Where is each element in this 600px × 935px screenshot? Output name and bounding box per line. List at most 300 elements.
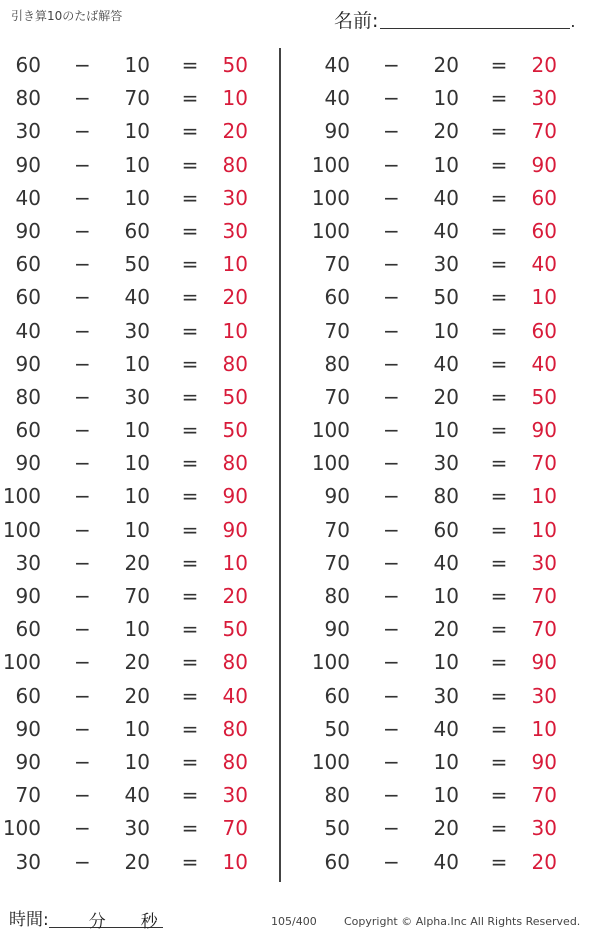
minus-sign: − bbox=[74, 152, 91, 177]
equals-sign: = bbox=[490, 218, 508, 243]
answer: 90 bbox=[222, 517, 248, 542]
equals-sign: = bbox=[181, 285, 199, 310]
answer: 30 bbox=[531, 683, 557, 708]
problem-row bbox=[309, 49, 569, 82]
minuend: 30 bbox=[15, 849, 41, 874]
equals-sign: = bbox=[490, 185, 508, 210]
equals-sign: = bbox=[490, 650, 508, 675]
subtrahend: 10 bbox=[433, 584, 459, 608]
subtrahend: 10 bbox=[433, 318, 459, 343]
problem-row bbox=[309, 713, 569, 746]
equals-sign: = bbox=[181, 451, 199, 476]
answer: 80 bbox=[222, 650, 248, 675]
subtrahend: 10 bbox=[124, 351, 150, 376]
problem-row bbox=[309, 447, 569, 480]
subtrahend: 30 bbox=[433, 683, 459, 708]
problem-row bbox=[309, 414, 569, 447]
problem-row bbox=[0, 414, 260, 447]
minus-sign: − bbox=[74, 749, 91, 774]
answer: 70 bbox=[531, 783, 557, 808]
subtrahend: 30 bbox=[124, 318, 150, 343]
minuend: 40 bbox=[324, 53, 350, 77]
subtrahend: 40 bbox=[433, 849, 459, 874]
equals-sign: = bbox=[181, 849, 199, 874]
subtrahend: 20 bbox=[433, 816, 459, 841]
minuend: 90 bbox=[15, 584, 41, 608]
answer: 10 bbox=[222, 849, 248, 874]
minuend: 100 bbox=[2, 484, 41, 509]
problem-row bbox=[0, 480, 260, 513]
minuend: 60 bbox=[15, 53, 41, 77]
answer: 70 bbox=[531, 451, 557, 476]
minus-sign: − bbox=[383, 683, 400, 708]
problem-row bbox=[309, 514, 569, 547]
name-field[interactable] bbox=[334, 6, 576, 33]
problem-row bbox=[0, 149, 260, 182]
minus-sign: − bbox=[74, 285, 91, 310]
minus-sign: − bbox=[383, 849, 400, 874]
subtrahend: 20 bbox=[433, 384, 459, 409]
subtrahend: 10 bbox=[124, 185, 150, 210]
equals-sign: = bbox=[490, 451, 508, 476]
minuend: 90 bbox=[15, 716, 41, 741]
problem-row bbox=[0, 779, 260, 812]
subtrahend: 40 bbox=[433, 716, 459, 741]
answer: 10 bbox=[531, 285, 557, 310]
answer: 70 bbox=[531, 119, 557, 144]
minuend: 60 bbox=[324, 683, 350, 708]
answer: 10 bbox=[531, 716, 557, 741]
minutes-label: 分 bbox=[88, 912, 106, 932]
problem-row bbox=[0, 281, 260, 314]
equals-sign: = bbox=[181, 384, 199, 409]
time-label: 時間: bbox=[9, 910, 49, 930]
minus-sign: − bbox=[383, 53, 400, 77]
equals-sign: = bbox=[181, 683, 199, 708]
minuend: 100 bbox=[311, 218, 350, 243]
equals-sign: = bbox=[490, 384, 508, 409]
answer: 90 bbox=[531, 650, 557, 675]
minus-sign: − bbox=[383, 650, 400, 675]
equals-sign: = bbox=[490, 749, 508, 774]
minuend: 70 bbox=[324, 384, 350, 409]
subtrahend: 10 bbox=[433, 86, 459, 111]
answer: 70 bbox=[531, 617, 557, 642]
name-label: 名前: bbox=[334, 10, 379, 32]
equals-sign: = bbox=[181, 617, 199, 642]
minus-sign: − bbox=[383, 285, 400, 310]
equals-sign: = bbox=[490, 318, 508, 343]
problem-row bbox=[0, 812, 260, 845]
answer: 50 bbox=[222, 617, 248, 642]
subtrahend: 60 bbox=[124, 218, 150, 243]
problem-row bbox=[0, 182, 260, 215]
minuend: 90 bbox=[324, 617, 350, 642]
problem-row bbox=[0, 580, 260, 613]
minus-sign: − bbox=[383, 384, 400, 409]
minus-sign: − bbox=[74, 418, 91, 443]
minus-sign: − bbox=[383, 152, 400, 177]
minus-sign: − bbox=[74, 484, 91, 509]
minus-sign: − bbox=[74, 517, 91, 542]
equals-sign: = bbox=[490, 86, 508, 111]
answer: 80 bbox=[222, 716, 248, 741]
equals-sign: = bbox=[490, 351, 508, 376]
subtrahend: 80 bbox=[433, 484, 459, 509]
subtrahend: 10 bbox=[124, 152, 150, 177]
minuend: 30 bbox=[15, 119, 41, 144]
problem-row bbox=[0, 846, 260, 879]
problem-row bbox=[0, 447, 260, 480]
minuend: 70 bbox=[324, 318, 350, 343]
subtrahend: 20 bbox=[124, 683, 150, 708]
equals-sign: = bbox=[490, 152, 508, 177]
minus-sign: − bbox=[74, 550, 91, 575]
problem-row bbox=[309, 381, 569, 414]
problem-row bbox=[309, 547, 569, 580]
equals-sign: = bbox=[181, 517, 199, 542]
minus-sign: − bbox=[383, 252, 400, 277]
minus-sign: − bbox=[383, 218, 400, 243]
minus-sign: − bbox=[74, 716, 91, 741]
subtrahend: 50 bbox=[433, 285, 459, 310]
minuend: 100 bbox=[2, 816, 41, 841]
subtrahend: 40 bbox=[433, 351, 459, 376]
subtrahend: 40 bbox=[124, 285, 150, 310]
minuend: 90 bbox=[15, 451, 41, 476]
subtrahend: 20 bbox=[433, 617, 459, 642]
problem-row bbox=[0, 613, 260, 646]
minus-sign: − bbox=[74, 119, 91, 144]
minuend: 70 bbox=[324, 550, 350, 575]
minuend: 100 bbox=[311, 185, 350, 210]
problem-row bbox=[0, 381, 260, 414]
subtrahend: 50 bbox=[124, 252, 150, 277]
minuend: 60 bbox=[15, 252, 41, 277]
minuend: 70 bbox=[15, 783, 41, 808]
name-end-mark: . bbox=[570, 12, 576, 31]
minuend: 100 bbox=[2, 517, 41, 542]
answer: 60 bbox=[531, 218, 557, 243]
subtrahend: 10 bbox=[433, 152, 459, 177]
problem-row bbox=[0, 215, 260, 248]
minuend: 60 bbox=[15, 285, 41, 310]
problem-row bbox=[309, 149, 569, 182]
minus-sign: − bbox=[383, 783, 400, 808]
problem-row bbox=[309, 746, 569, 779]
answer: 50 bbox=[222, 384, 248, 409]
answer: 70 bbox=[222, 816, 248, 841]
equals-sign: = bbox=[181, 351, 199, 376]
answer: 20 bbox=[531, 53, 557, 77]
equals-sign: = bbox=[490, 816, 508, 841]
minus-sign: − bbox=[383, 816, 400, 841]
answer: 10 bbox=[222, 86, 248, 111]
equals-sign: = bbox=[490, 849, 508, 874]
problem-row bbox=[309, 779, 569, 812]
subtrahend: 10 bbox=[433, 783, 459, 808]
minus-sign: − bbox=[383, 517, 400, 542]
subtrahend: 40 bbox=[433, 185, 459, 210]
equals-sign: = bbox=[181, 749, 199, 774]
subtrahend: 20 bbox=[124, 849, 150, 874]
equals-sign: = bbox=[490, 517, 508, 542]
problem-row bbox=[0, 315, 260, 348]
problem-row bbox=[309, 215, 569, 248]
minuend: 100 bbox=[311, 451, 350, 476]
subtrahend: 70 bbox=[124, 86, 150, 111]
problem-row bbox=[0, 49, 260, 82]
minus-sign: − bbox=[74, 86, 91, 111]
equals-sign: = bbox=[490, 252, 508, 277]
subtrahend: 10 bbox=[124, 749, 150, 774]
equals-sign: = bbox=[490, 683, 508, 708]
minus-sign: − bbox=[383, 418, 400, 443]
minuend: 90 bbox=[15, 749, 41, 774]
equals-sign: = bbox=[181, 716, 199, 741]
minuend: 90 bbox=[324, 484, 350, 509]
answer: 50 bbox=[531, 384, 557, 409]
equals-sign: = bbox=[181, 418, 199, 443]
minus-sign: − bbox=[383, 119, 400, 144]
minus-sign: − bbox=[74, 584, 91, 608]
minus-sign: − bbox=[74, 650, 91, 675]
answer: 10 bbox=[531, 484, 557, 509]
problem-row bbox=[0, 248, 260, 281]
answer: 40 bbox=[222, 683, 248, 708]
minuend: 100 bbox=[2, 650, 41, 675]
minuend: 90 bbox=[15, 152, 41, 177]
minuend: 40 bbox=[324, 86, 350, 111]
equals-sign: = bbox=[490, 119, 508, 144]
minuend: 60 bbox=[324, 285, 350, 310]
equals-sign: = bbox=[490, 550, 508, 575]
minuend: 40 bbox=[15, 185, 41, 210]
problem-row bbox=[309, 248, 569, 281]
minuend: 80 bbox=[324, 783, 350, 808]
answer: 80 bbox=[222, 451, 248, 476]
answer: 30 bbox=[531, 550, 557, 575]
answer: 30 bbox=[531, 816, 557, 841]
minuend: 100 bbox=[311, 749, 350, 774]
minuend: 90 bbox=[15, 218, 41, 243]
equals-sign: = bbox=[181, 584, 199, 608]
subtrahend: 10 bbox=[124, 484, 150, 509]
answer: 60 bbox=[531, 185, 557, 210]
answer: 90 bbox=[531, 152, 557, 177]
equals-sign: = bbox=[490, 285, 508, 310]
problem-row bbox=[309, 315, 569, 348]
minuend: 100 bbox=[311, 152, 350, 177]
minuend: 100 bbox=[311, 650, 350, 675]
problem-row bbox=[0, 646, 260, 679]
minus-sign: − bbox=[383, 617, 400, 642]
answer: 20 bbox=[222, 119, 248, 144]
minus-sign: − bbox=[74, 849, 91, 874]
subtrahend: 20 bbox=[124, 650, 150, 675]
minus-sign: − bbox=[383, 318, 400, 343]
minus-sign: − bbox=[383, 185, 400, 210]
equals-sign: = bbox=[181, 318, 199, 343]
subtrahend: 10 bbox=[124, 451, 150, 476]
equals-sign: = bbox=[181, 550, 199, 575]
minuend: 40 bbox=[15, 318, 41, 343]
problem-row bbox=[309, 812, 569, 845]
answer: 60 bbox=[531, 318, 557, 343]
equals-sign: = bbox=[181, 119, 199, 144]
minus-sign: − bbox=[74, 451, 91, 476]
equals-sign: = bbox=[181, 783, 199, 808]
minus-sign: − bbox=[383, 86, 400, 111]
answer: 90 bbox=[531, 749, 557, 774]
subtrahend: 10 bbox=[124, 716, 150, 741]
problem-row bbox=[309, 480, 569, 513]
problem-row bbox=[0, 82, 260, 115]
minus-sign: − bbox=[74, 185, 91, 210]
equals-sign: = bbox=[490, 584, 508, 608]
minuend: 70 bbox=[324, 252, 350, 277]
minus-sign: − bbox=[74, 384, 91, 409]
subtrahend: 10 bbox=[124, 517, 150, 542]
equals-sign: = bbox=[181, 484, 199, 509]
equals-sign: = bbox=[181, 53, 199, 77]
answer: 30 bbox=[222, 783, 248, 808]
problem-row bbox=[309, 646, 569, 679]
minuend: 50 bbox=[324, 816, 350, 841]
subtrahend: 10 bbox=[433, 749, 459, 774]
copyright-notice: Copyright © Alpha.Inc All Rights Reserved. bbox=[344, 915, 581, 928]
equals-sign: = bbox=[490, 783, 508, 808]
answer: 50 bbox=[222, 53, 248, 77]
minuend: 60 bbox=[15, 683, 41, 708]
problem-row bbox=[309, 182, 569, 215]
problem-row bbox=[0, 746, 260, 779]
minuend: 60 bbox=[324, 849, 350, 874]
answer: 80 bbox=[222, 351, 248, 376]
minuend: 80 bbox=[15, 86, 41, 111]
page-number: 105/400 bbox=[271, 915, 317, 928]
subtrahend: 70 bbox=[124, 584, 150, 608]
equals-sign: = bbox=[181, 252, 199, 277]
answer: 80 bbox=[222, 749, 248, 774]
subtrahend: 40 bbox=[124, 783, 150, 808]
minus-sign: − bbox=[74, 318, 91, 343]
problem-row bbox=[309, 613, 569, 646]
minus-sign: − bbox=[74, 683, 91, 708]
minus-sign: − bbox=[383, 451, 400, 476]
problem-row bbox=[309, 115, 569, 148]
problem-row bbox=[309, 846, 569, 879]
equals-sign: = bbox=[490, 716, 508, 741]
minus-sign: − bbox=[383, 749, 400, 774]
subtrahend: 10 bbox=[124, 53, 150, 77]
problem-row bbox=[309, 281, 569, 314]
worksheet-title: 引き算10のたば解答 bbox=[11, 9, 123, 23]
answer: 20 bbox=[222, 584, 248, 608]
equals-sign: = bbox=[181, 152, 199, 177]
minuend: 70 bbox=[324, 517, 350, 542]
minuend: 90 bbox=[15, 351, 41, 376]
subtrahend: 20 bbox=[433, 119, 459, 144]
subtrahend: 10 bbox=[433, 650, 459, 675]
seconds-label: 秒 bbox=[140, 912, 158, 932]
equals-sign: = bbox=[181, 218, 199, 243]
minuend: 60 bbox=[15, 617, 41, 642]
subtrahend: 10 bbox=[124, 119, 150, 144]
problem-row bbox=[309, 348, 569, 381]
equals-sign: = bbox=[490, 484, 508, 509]
minus-sign: − bbox=[74, 53, 91, 77]
equals-sign: = bbox=[181, 816, 199, 841]
minuend: 80 bbox=[15, 384, 41, 409]
problem-column-left bbox=[0, 49, 260, 879]
minus-sign: − bbox=[383, 351, 400, 376]
minus-sign: − bbox=[383, 550, 400, 575]
answer: 90 bbox=[531, 418, 557, 443]
answer: 50 bbox=[222, 418, 248, 443]
name-blank-line[interactable] bbox=[380, 10, 570, 29]
equals-sign: = bbox=[490, 53, 508, 77]
answer: 20 bbox=[531, 849, 557, 874]
subtrahend: 40 bbox=[433, 218, 459, 243]
minus-sign: − bbox=[383, 484, 400, 509]
subtrahend: 30 bbox=[124, 816, 150, 841]
minuend: 30 bbox=[15, 550, 41, 575]
minus-sign: − bbox=[383, 584, 400, 608]
time-field bbox=[9, 905, 163, 930]
problem-column-right bbox=[309, 49, 569, 879]
answer: 10 bbox=[531, 517, 557, 542]
subtrahend: 20 bbox=[433, 53, 459, 77]
subtrahend: 60 bbox=[433, 517, 459, 542]
answer: 80 bbox=[222, 152, 248, 177]
minuend: 80 bbox=[324, 351, 350, 376]
time-blank-line[interactable] bbox=[49, 907, 163, 932]
subtrahend: 10 bbox=[433, 418, 459, 443]
minuend: 50 bbox=[324, 716, 350, 741]
answer: 40 bbox=[531, 351, 557, 376]
subtrahend: 30 bbox=[433, 451, 459, 476]
equals-sign: = bbox=[181, 86, 199, 111]
answer: 10 bbox=[222, 252, 248, 277]
minus-sign: − bbox=[74, 617, 91, 642]
problem-row bbox=[0, 680, 260, 713]
answer: 10 bbox=[222, 318, 248, 343]
answer: 70 bbox=[531, 584, 557, 608]
minus-sign: − bbox=[74, 252, 91, 277]
minuend: 90 bbox=[324, 119, 350, 144]
minus-sign: − bbox=[74, 783, 91, 808]
subtrahend: 20 bbox=[124, 550, 150, 575]
subtrahend: 30 bbox=[433, 252, 459, 277]
answer: 90 bbox=[222, 484, 248, 509]
subtrahend: 10 bbox=[124, 617, 150, 642]
answer: 40 bbox=[531, 252, 557, 277]
equals-sign: = bbox=[181, 185, 199, 210]
column-divider bbox=[279, 48, 281, 882]
minus-sign: − bbox=[74, 816, 91, 841]
problem-row bbox=[0, 348, 260, 381]
minuend: 100 bbox=[311, 418, 350, 443]
equals-sign: = bbox=[490, 617, 508, 642]
answer: 10 bbox=[222, 550, 248, 575]
equals-sign: = bbox=[490, 418, 508, 443]
answer: 30 bbox=[222, 185, 248, 210]
answer: 30 bbox=[531, 86, 557, 111]
answer: 30 bbox=[222, 218, 248, 243]
subtrahend: 30 bbox=[124, 384, 150, 409]
problem-row bbox=[0, 547, 260, 580]
